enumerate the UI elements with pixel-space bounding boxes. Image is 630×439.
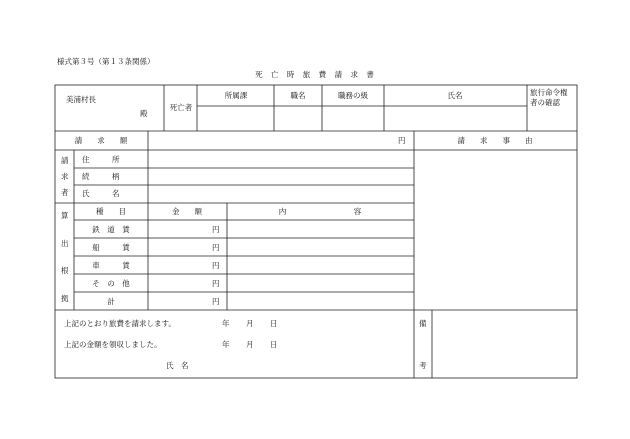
claimant-address-field[interactable] xyxy=(149,151,413,167)
remarks-vert-2: 考 xyxy=(419,361,427,370)
basis-vert-2: 出 xyxy=(61,239,69,248)
basis-row-ship: 船 賃 xyxy=(92,243,130,252)
department-field[interactable] xyxy=(198,107,273,130)
receipt-day: 日 xyxy=(270,340,278,349)
deceased-label: 死亡者 xyxy=(169,103,193,112)
basis-car-amount-field[interactable] xyxy=(149,257,209,273)
claimant-name-label: 氏 名 xyxy=(82,189,120,198)
col-name: 氏名 xyxy=(447,91,463,100)
basis-ship-yen: 円 xyxy=(212,243,220,252)
basis-row-other: そ の 他 xyxy=(92,279,130,288)
basis-total-amount-field[interactable] xyxy=(149,293,209,309)
basis-rail-yen: 円 xyxy=(212,225,220,234)
basis-total-content-field[interactable] xyxy=(228,293,413,309)
basis-vert-1: 算 xyxy=(61,211,69,220)
amount-yen: 円 xyxy=(398,136,406,145)
claimant-name-field[interactable] xyxy=(149,186,413,202)
claimant-vert-3: 者 xyxy=(61,188,69,197)
basis-amount-header: 金 額 xyxy=(172,207,202,216)
travel-order-check: 旅行命令権者の確認 xyxy=(530,88,568,107)
amount-field[interactable] xyxy=(149,132,394,149)
claimant-address-label: 住 所 xyxy=(82,155,120,164)
signature-name-field[interactable] xyxy=(200,356,400,374)
basis-other-yen: 円 xyxy=(212,279,220,288)
claimant-relation-label: 続 柄 xyxy=(82,172,120,181)
claimant-vert-1: 請 xyxy=(61,156,69,165)
remarks-vert-1: 備 xyxy=(419,319,427,328)
receipt-month: 月 xyxy=(246,340,254,349)
basis-content-header: 内 容 xyxy=(278,207,362,216)
basis-type-header: 種 目 xyxy=(96,207,126,216)
basis-rail-content-field[interactable] xyxy=(228,221,413,237)
basis-car-content-field[interactable] xyxy=(228,257,413,273)
receipt-year: 年 xyxy=(222,340,230,349)
claim-statement: 上記のとおり旅費を請求します。 xyxy=(64,319,176,328)
basis-other-amount-field[interactable] xyxy=(149,275,209,291)
reason-label: 請 求 事 由 xyxy=(457,136,533,145)
basis-ship-amount-field[interactable] xyxy=(149,239,209,255)
claimant-relation-field[interactable] xyxy=(149,169,413,184)
basis-vert-3: 根 xyxy=(61,266,69,275)
basis-row-car: 車 賃 xyxy=(92,261,130,270)
basis-other-content-field[interactable] xyxy=(228,275,413,291)
name-field[interactable] xyxy=(385,107,526,130)
claim-day: 日 xyxy=(270,319,278,328)
basis-row-total: 計 xyxy=(107,297,115,306)
job-title-field[interactable] xyxy=(275,107,321,130)
form-title: 死 亡 時 旅 費 請 求 書 xyxy=(255,70,377,79)
remarks-field[interactable] xyxy=(433,311,576,377)
basis-row-rail: 鉄 道 賃 xyxy=(92,225,130,234)
receipt-statement: 上記の金額を領収しました。 xyxy=(64,340,162,349)
reason-field[interactable] xyxy=(415,151,576,309)
claimant-vert-2: 求 xyxy=(61,172,69,181)
addressee-suffix: 殿 xyxy=(140,109,148,118)
amount-label: 請 求 額 xyxy=(74,136,128,145)
col-department: 所属課 xyxy=(224,91,248,100)
col-job-title: 職名 xyxy=(290,91,306,100)
job-grade-field[interactable] xyxy=(323,107,383,130)
basis-total-yen: 円 xyxy=(212,297,220,306)
basis-car-yen: 円 xyxy=(212,261,220,270)
claim-month: 月 xyxy=(246,319,254,328)
form-number: 様式第３号（第１３条関係） xyxy=(57,57,155,66)
basis-vert-4: 拠 xyxy=(61,294,69,303)
basis-ship-content-field[interactable] xyxy=(228,239,413,255)
col-job-grade: 職務の級 xyxy=(338,91,368,100)
claim-year: 年 xyxy=(222,319,230,328)
addressee: 美浦村長 xyxy=(66,95,96,104)
travel-order-check-field[interactable] xyxy=(528,107,576,130)
basis-rail-amount-field[interactable] xyxy=(149,221,209,237)
signature-name-label: 氏 名 xyxy=(166,361,189,370)
